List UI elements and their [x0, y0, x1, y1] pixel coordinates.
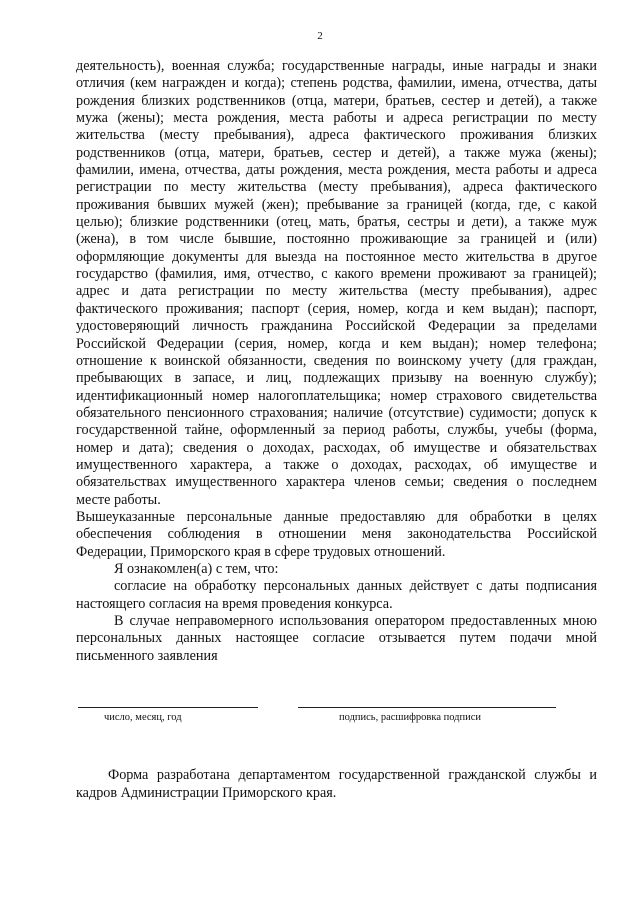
footer-note: Форма разработана департаментом государственной гражданской службы и кадров Администрации Приморского края.	[76, 767, 597, 801]
date-caption: число, месяц, год	[104, 712, 182, 723]
acknowledgement-line: Я ознакомлен(а) с тем, что:	[114, 560, 279, 577]
date-signature-line	[78, 707, 258, 708]
signature-block	[76, 694, 597, 734]
revocation-paragraph: В случае неправомерного использования оператором предоставленных мною персональных данных настоящее согласие отзывается путем подачи мной письменного заявления	[76, 613, 597, 664]
document-body	[76, 58, 597, 665]
personal-data-list-paragraph: деятельность), военная служба; государственные награды, иные награды и знаки отличия (кем награжден и когда); степень родства, фамилии, имена, отчества, даты рождения близких родственников (отца, матери, братьев, сестер и детей), а также мужа (жены); места рождения, места работы и адреса регистрации по месту жительства (месту пребывания), адреса фактического проживания близких родственников (отца, матери, братьев, сестер и детей), а также мужа (жены); фамилии, имена, отчества, даты рождения, места рождения, места работы и адреса регистрации по месту жительства (месту пребывания), адреса фактического проживания бывших мужей (жен); пребывание за границей (когда, где, с какой целью); близкие родственники (отец, мать, братья, сестры и дети), а также муж (жена), в том числе бывшие, постоянно проживающие за границей и (или) оформляющие документы для выезда на постоянное место жительства в другое государство (фамилия, имя, отчество, с какого времени проживают за границей); адрес и дата регистрации по месту жительства (месту пребывания), адрес фактического проживания; паспорт (серия, номер, когда и кем выдан); паспорт, удостоверяющий личность гражданина Российской Федерации за пределами Российской Федерации (серия, номер, когда и кем выдан); номер телефона; отношение к воинской обязанности, сведения по воинскому учету (для граждан, пребывающих в запасе, и лиц, подлежащих призыву на военную службу); идентификационный номер налогоплательщика; номер страхового свидетельства обязательного пенсионного страхования; наличие (отсутствие) судимости; допуск к государственной тайне, оформленный за период работы, службы, учебы (форма, номер и дата); сведения о доходах, расходах, об имуществе и обязательствах имущественного характера, а также о доходах, расходах, об имуществе и обязательствах имущественного характера членов семьи; сведения о последнем месте работы.	[76, 58, 597, 508]
page-number: 2	[317, 30, 323, 42]
signature-line	[298, 707, 556, 708]
signature-caption: подпись, расшифровка подписи	[339, 712, 482, 723]
consent-validity-paragraph: согласие на обработку персональных данных действует с даты подписания настоящего согласия на время проведения конкурса.	[76, 578, 597, 612]
purpose-paragraph: Вышеуказанные персональные данные предоставляю для обработки в целях обеспечения соблюдения в отношении меня законодательства Российской Федерации, Приморского края в сфере трудовых отношений.	[76, 508, 597, 560]
